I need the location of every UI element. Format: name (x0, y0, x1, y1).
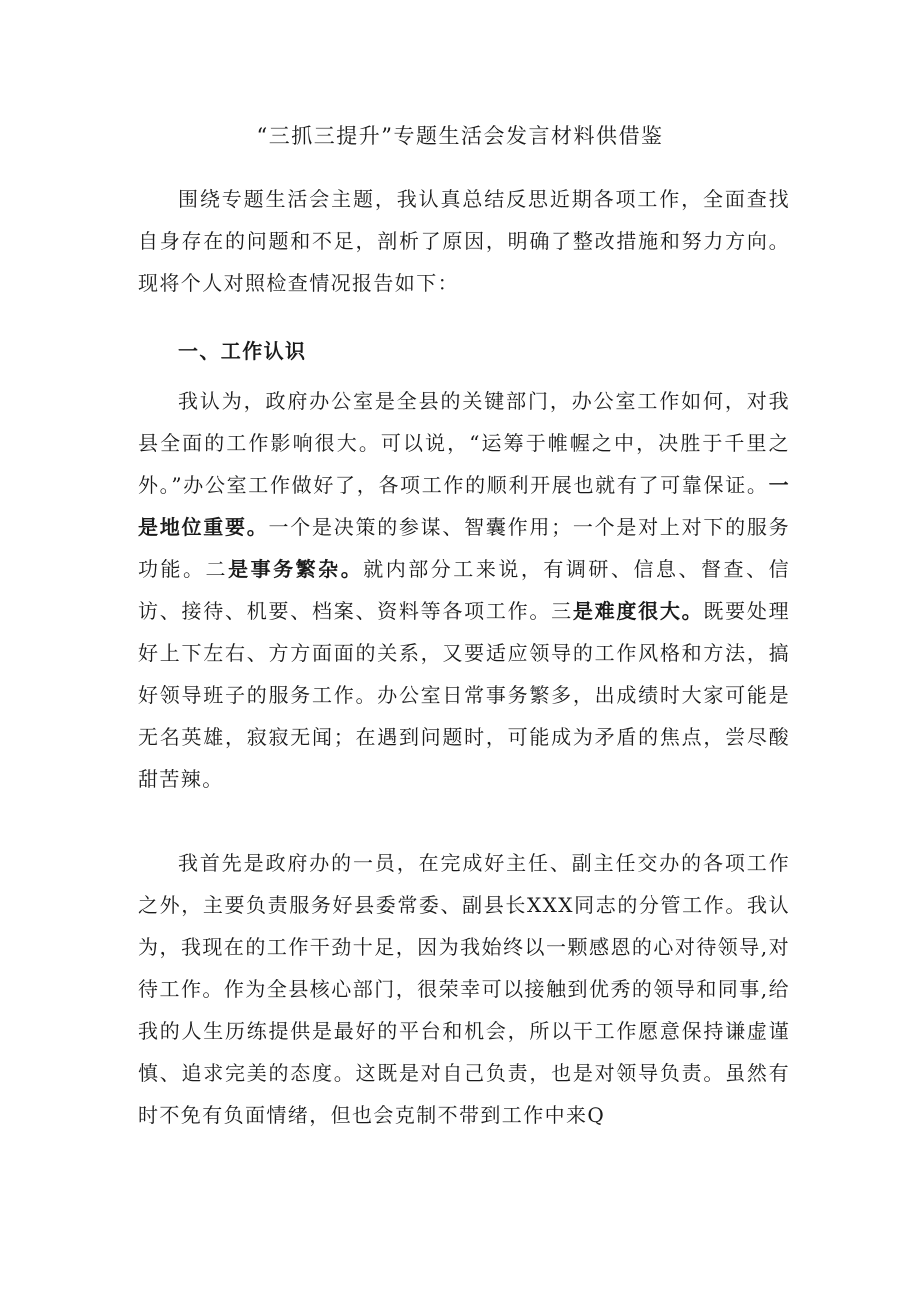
document-title: “三抓三提升”专题生活会发言材料供借鉴 (256, 124, 664, 148)
intro-paragraph: 围绕专题生活会主题，我认真总结反思近期各项工作，全面查找自身存在的问题和不足，剖析了原因，明确了整改措施和努力方向。现将个人对照检查情况报告如下： (138, 187, 790, 295)
paragraph-lead-text: 我认为，政府办公室是全县的关键部门，办公室工作如何，对我县全面的工作影响很大。可以说，“运筹于帷幄之中，决胜于千里之外。”办公室工作做好了，各项工作的顺利开展也就有了可靠保证。 (138, 389, 790, 497)
point-one-text: 一个是决策的参谋、智囊作用；一个是对上对下的服务功能。二 (138, 515, 790, 581)
personal-role-paragraph: 我首先是政府办的一员，在完成好主任、副主任交办的各项工作之外，主要负责服务好县委常委、副县长XXX同志的分管工作。我认为，我现在的工作干劲十足，因为我始终以一颗感恩的心对待领导,对待工作。作为全县核心部门，很荣幸可以接触到优秀的领导和同事,给我的人生历练提供是最好的平台和机会，所以干工作愿意保持谦虚谨慎、追求完美的态度。这既是对自己负责，也是对领导负责。虽然有时不免有负面情绪，但也会克制不带到工作中来Q (138, 851, 790, 1127)
work-understanding-paragraph (138, 380, 790, 800)
section-heading-work-understanding: 一、工作认识 (178, 339, 307, 363)
point-three-text: 既要处理好上下左右、方方面面的关系，又要适应领导的工作风格和方法，搞好领导班子的服务工作。办公室日常事务繁多，出成绩时大家可能是无名英雄，寂寂无闻；在遇到问题时，可能成为矛盾的焦点，尝尽酸甜苦辣。 (138, 599, 790, 791)
point-two-text: 就内部分工来说，有调研、信息、督查、信访、接待、机要、档案、资料等各项工作。三 (138, 557, 790, 623)
point-two-bold: 是事务繁杂。 (228, 557, 364, 581)
point-three-bold: 是难度很大。 (572, 599, 704, 623)
point-one-bold: 一是地位重要。 (138, 473, 790, 539)
